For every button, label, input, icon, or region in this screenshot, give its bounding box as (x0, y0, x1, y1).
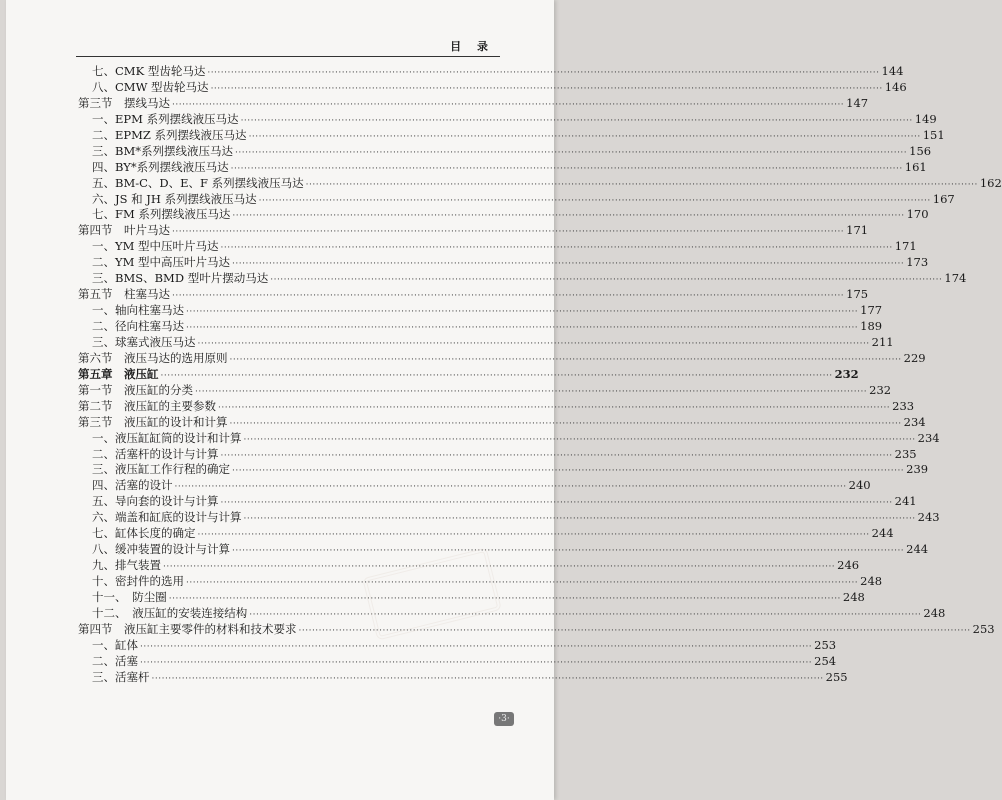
toc-entry[interactable] (78, 382, 892, 399)
dot-leader: ········································································································································································································ (207, 68, 880, 78)
dot-leader: ········································································································································································································ (168, 593, 841, 604)
dot-leader: ········································································································································································································ (232, 466, 905, 477)
toc-entry-title: 一、EPM 系列摆线液压马达 (92, 111, 239, 126)
toc-entry[interactable] (78, 669, 848, 686)
toc-entry-title: 九、排气装置 (92, 558, 161, 573)
toc-entry[interactable] (78, 398, 915, 415)
toc-entry[interactable] (78, 494, 917, 510)
toc-entry[interactable] (78, 175, 1002, 192)
toc-entry-title: 十一、 防尘圈 (92, 589, 167, 604)
toc-entry[interactable] (78, 334, 894, 351)
toc-entry-title: 二、YM 型中高压叶片马达 (92, 255, 231, 270)
toc-entry-title: 八、缓冲装置的设计与计算 (92, 542, 230, 557)
toc-entry-page: 243 (917, 510, 940, 525)
toc-entry-title: 第三节 摆线马达 (78, 95, 170, 110)
toc-entry-title: 第二节 液压缸的主要参数 (78, 398, 216, 413)
toc-entry[interactable] (78, 287, 869, 303)
dot-leader: ········································································································································································································ (220, 243, 893, 254)
toc-entry-page: 151 (922, 127, 945, 142)
toc-entry-page: 244 (871, 526, 894, 541)
toc-entry-title: 二、活塞杆的设计与计算 (92, 446, 219, 461)
dot-leader: ········································································································································································································ (186, 578, 859, 588)
dot-leader: ········································································································································································································ (197, 338, 870, 349)
dot-leader: ········································································································································································································ (220, 450, 893, 461)
page-number-badge: ·3· (494, 712, 514, 726)
toc-entry-title: 三、活塞杆 (92, 669, 150, 684)
toc-entry-page: 234 (917, 430, 940, 445)
toc-entry-title: 五、导向套的设计与计算 (92, 494, 219, 509)
toc-entry-title: 二、径向柱塞马达 (92, 319, 184, 333)
toc-entry[interactable] (78, 366, 859, 383)
dot-leader: ········································································································································································································ (232, 259, 905, 270)
header-title: 目 录 (450, 40, 494, 53)
toc-entry-page: 248 (860, 574, 883, 588)
toc-entry-title: 第六节 液压马达的选用原则 (78, 350, 228, 365)
toc-entry[interactable] (78, 478, 871, 494)
toc-entry-page: 241 (894, 494, 917, 509)
toc-entry-page: 254 (814, 653, 837, 668)
toc-entry-title: 二、活塞 (92, 653, 138, 668)
toc-entry[interactable] (78, 111, 937, 128)
toc-entry[interactable] (78, 653, 837, 670)
toc-entry[interactable] (78, 159, 927, 176)
toc-entry-title: 第四节 叶片马达 (78, 223, 170, 238)
toc-entry-title: 七、CMK 型齿轮马达 (92, 64, 206, 78)
toc-entry[interactable] (78, 191, 955, 208)
toc-entry-page: 144 (881, 64, 904, 78)
toc-entry-page: 175 (846, 287, 869, 302)
toc-entry-page: 253 (972, 621, 995, 636)
toc-entry-title: 七、缸体长度的确定 (92, 526, 196, 541)
toc-entry-page: 255 (825, 669, 848, 684)
dot-leader: ········································································································································································································ (240, 115, 913, 126)
toc-entry-page: 234 (903, 414, 926, 429)
dot-leader: ········································································································································································································ (305, 179, 978, 190)
dot-leader: ········································································································································································································ (140, 641, 813, 652)
toc-entry-title: 第五章 液压缸 (78, 366, 159, 381)
toc-entry-page: 174 (944, 271, 967, 286)
running-header (76, 30, 500, 57)
toc-entry[interactable] (78, 319, 883, 335)
toc-entry-title: 三、球塞式液压马达 (92, 334, 196, 349)
toc-entry[interactable] (78, 95, 869, 112)
toc-entry-page: 246 (837, 558, 860, 573)
toc-entry[interactable] (78, 223, 869, 239)
toc-entry[interactable] (78, 255, 929, 271)
dot-leader: ········································································································································································································ (218, 402, 891, 413)
toc-entry-page: 235 (894, 446, 917, 461)
toc-entry-title: 八、CMW 型齿轮马达 (92, 79, 209, 94)
toc-entry[interactable] (78, 303, 883, 319)
dot-leader: ········································································································································································································ (232, 546, 905, 557)
toc-entry-title: 第四节 液压缸主要零件的材料和技术要求 (78, 621, 297, 636)
toc-entry-title: 六、JS 和 JH 系列摆线液压马达 (92, 191, 257, 206)
dot-leader: ········································································································································································································ (140, 657, 813, 668)
toc-entry-title: 四、BY*系列摆线液压马达 (92, 159, 229, 174)
dot-leader: ········································································································································································································ (229, 418, 902, 429)
toc-entry-page: 248 (923, 605, 946, 620)
dot-leader: ········································································································································································································ (258, 195, 931, 206)
toc-entry-page: 161 (904, 159, 927, 174)
toc-entry-page: 229 (903, 350, 926, 365)
toc-entry-page: 147 (846, 95, 869, 110)
toc-entry[interactable] (78, 462, 929, 478)
toc-entry-page: 253 (814, 637, 837, 652)
toc-entry[interactable] (78, 350, 926, 367)
toc-entry-page: 170 (906, 207, 929, 222)
toc-entry-page: 244 (906, 542, 929, 557)
dot-leader: ········································································································································································································ (243, 434, 916, 445)
toc-entry[interactable] (78, 526, 894, 542)
toc-entry-page: 232 (869, 382, 892, 397)
dot-leader: ········································································································································································································ (249, 609, 922, 620)
toc-entry-title: 五、BM-C、D、E、F 系列摆线液压马达 (92, 175, 304, 190)
dot-leader: ········································································································································································································ (230, 163, 903, 174)
toc-entry-title: 一、缸体 (92, 637, 138, 652)
toc-entry[interactable] (78, 79, 907, 96)
dot-leader: ········································································································································································································ (270, 275, 943, 286)
toc-entry[interactable] (78, 239, 917, 255)
toc-entry-page: 171 (894, 239, 917, 254)
toc-entry-page: 240 (848, 478, 871, 493)
toc-entry[interactable] (78, 64, 904, 80)
dot-leader: ········································································································································································································ (186, 323, 859, 333)
toc-entry-title: 二、EPMZ 系列摆线液压马达 (92, 127, 247, 142)
dot-leader: ········································································································································································································ (197, 530, 870, 541)
toc-entry[interactable] (78, 207, 929, 223)
toc-entry-title: 四、活塞的设计 (92, 478, 173, 493)
toc-entry[interactable] (78, 510, 940, 526)
dot-leader: ········································································································································································································ (172, 227, 845, 238)
toc-entry-page: 146 (884, 79, 907, 94)
toc-entry-page: 233 (892, 398, 915, 413)
toc-entry-page: 156 (909, 143, 932, 158)
dot-leader: ········································································································································································································ (210, 83, 883, 94)
toc-entry-page: 239 (906, 462, 929, 477)
toc-entry-title: 三、BM*系列摆线液压马达 (92, 143, 233, 158)
toc-entry[interactable] (78, 446, 917, 463)
toc-entry-page: 162 (979, 175, 1002, 190)
toc-entry-page: 173 (906, 255, 929, 270)
toc-entry[interactable] (78, 637, 837, 654)
toc-entry-page: 171 (846, 223, 869, 238)
toc-entry-page: 232 (834, 366, 859, 381)
dot-leader: ········································································································································································································ (229, 354, 902, 365)
toc-entry[interactable] (78, 430, 940, 447)
toc-entry[interactable] (78, 271, 967, 287)
dot-leader: ········································································································································································································ (232, 211, 905, 222)
dot-leader: ········································································································································································································ (243, 514, 916, 525)
toc-entry-title: 第五节 柱塞马达 (78, 287, 170, 302)
dot-leader: ········································································································································································································ (248, 131, 921, 142)
toc-entry[interactable] (78, 542, 929, 558)
toc-entry-title: 三、液压缸工作行程的确定 (92, 462, 230, 477)
toc-entry-title: 一、液压缸缸筒的设计和计算 (92, 430, 242, 445)
toc-entry-title: 六、端盖和缸底的设计与计算 (92, 510, 242, 525)
dot-leader: ········································································································································································································ (151, 673, 824, 684)
toc-entry-page: 211 (871, 334, 894, 349)
toc-entry-title: 第一节 液压缸的分类 (78, 382, 193, 397)
toc-entry-title: 一、YM 型中压叶片马达 (92, 239, 219, 254)
dot-leader: ········································································································································································································ (298, 625, 971, 636)
toc-entry-title: 十二、 液压缸的安装连接结构 (92, 605, 248, 620)
toc-entry[interactable] (78, 414, 926, 431)
dot-leader: ········································································································································································································ (220, 498, 893, 509)
toc-entry-title: 七、FM 系列摆线液压马达 (92, 207, 231, 222)
toc-entry-page: 248 (842, 589, 865, 604)
dot-leader: ········································································································································································································ (234, 147, 908, 158)
dot-leader: ········································································································································································································ (163, 562, 836, 573)
dot-leader: ········································································································································································································ (195, 386, 868, 397)
toc-entry-title: 一、轴向柱塞马达 (92, 303, 184, 318)
dot-leader: ········································································································································································································ (160, 370, 833, 381)
toc-entry[interactable] (78, 143, 932, 160)
dot-leader: ········································································································································································································ (172, 99, 845, 110)
document-page (6, 0, 1002, 800)
toc-entry[interactable] (78, 127, 945, 144)
dot-leader: ········································································································································································································ (186, 307, 859, 318)
toc-entry-title: 十、密封件的选用 (92, 574, 184, 588)
toc-entry-page: 177 (860, 303, 883, 318)
toc-entry-page: 149 (914, 111, 937, 126)
dot-leader: ········································································································································································································ (174, 482, 847, 493)
toc-entry-title: 第三节 液压缸的设计和计算 (78, 414, 228, 429)
toc-entry-title: 三、BMS、BMD 型叶片摆动马达 (92, 271, 269, 286)
toc-entry-page: 189 (860, 319, 883, 333)
toc-entry-page: 167 (932, 191, 955, 206)
dot-leader: ········································································································································································································ (172, 291, 845, 302)
